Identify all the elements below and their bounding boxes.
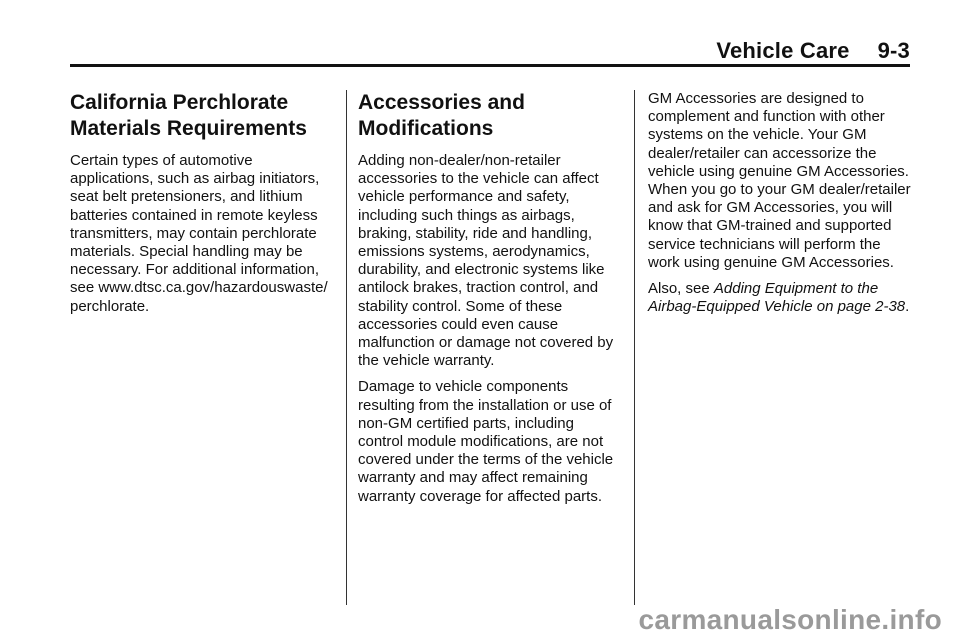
header-rule [70,64,910,67]
heading-line: California Perchlorate [70,91,289,114]
body-paragraph: GM Accessories are designed to complement and function with other systems on the vehicle. Your GM dealer/retailer can accessorize the vehicle using genuine GM Accessories. When you go to your GM dealer/retailer and ask for GM Accessories, you will know that GM-trained and supported service technicians will perform the work using genuine GM Accessories. [648,90,911,271]
cross-reference-prefix: Also, see [648,280,714,298]
heading-line: Materials Requirements [70,117,307,140]
section-heading [70,90,335,142]
body-paragraph: Adding non-dealer/non-retailer accessories to the vehicle can affect vehicle performance and safety, including such things as airbags, braking, stability, ride and handling, emissions systems, aerodynamics, durability, and electronic systems like antilock brakes, traction control, and stability control. Some of these accessories could even cause malfunction or damage not covered by the vehicle warranty. [358,152,614,370]
body-paragraph: Damage to vehicle components resulting from the installation or use of non-GM certified parts, including control module modifications, are not covered under the terms of the vehicle warranty and may affect remaining warranty coverage for affected parts. [358,378,614,505]
column-divider [346,90,347,605]
page-number: 9-3 [877,38,910,63]
section-heading [358,90,623,142]
column-california-perchlorate [70,90,335,324]
heading-line: Accessories and [358,91,525,114]
column-accessories-modifications [358,90,623,514]
page-header [716,38,910,64]
site-watermark: carmanualsonline.info [638,604,942,635]
section-title: Vehicle Care [716,38,850,63]
cross-reference-paragraph [648,280,913,316]
column-gm-accessories [648,90,913,324]
cross-reference-suffix: . [905,298,910,316]
body-paragraph: Certain types of automotive applications, such as airbag initiators, seat belt pretensioners, and lithium batteries contained in remote keyless transmitters, may contain perchlorate materials. Special handling may be necessary. For additional information, see www.dtsc.ca.gov/hazardouswaste/ perchlorate. [70,152,328,315]
heading-line: Modifications [358,117,494,140]
cross-reference-link[interactable]: Adding Equipment to the Airbag-Equipped Vehicle on page 2-38 [648,280,906,316]
column-divider [634,90,635,605]
